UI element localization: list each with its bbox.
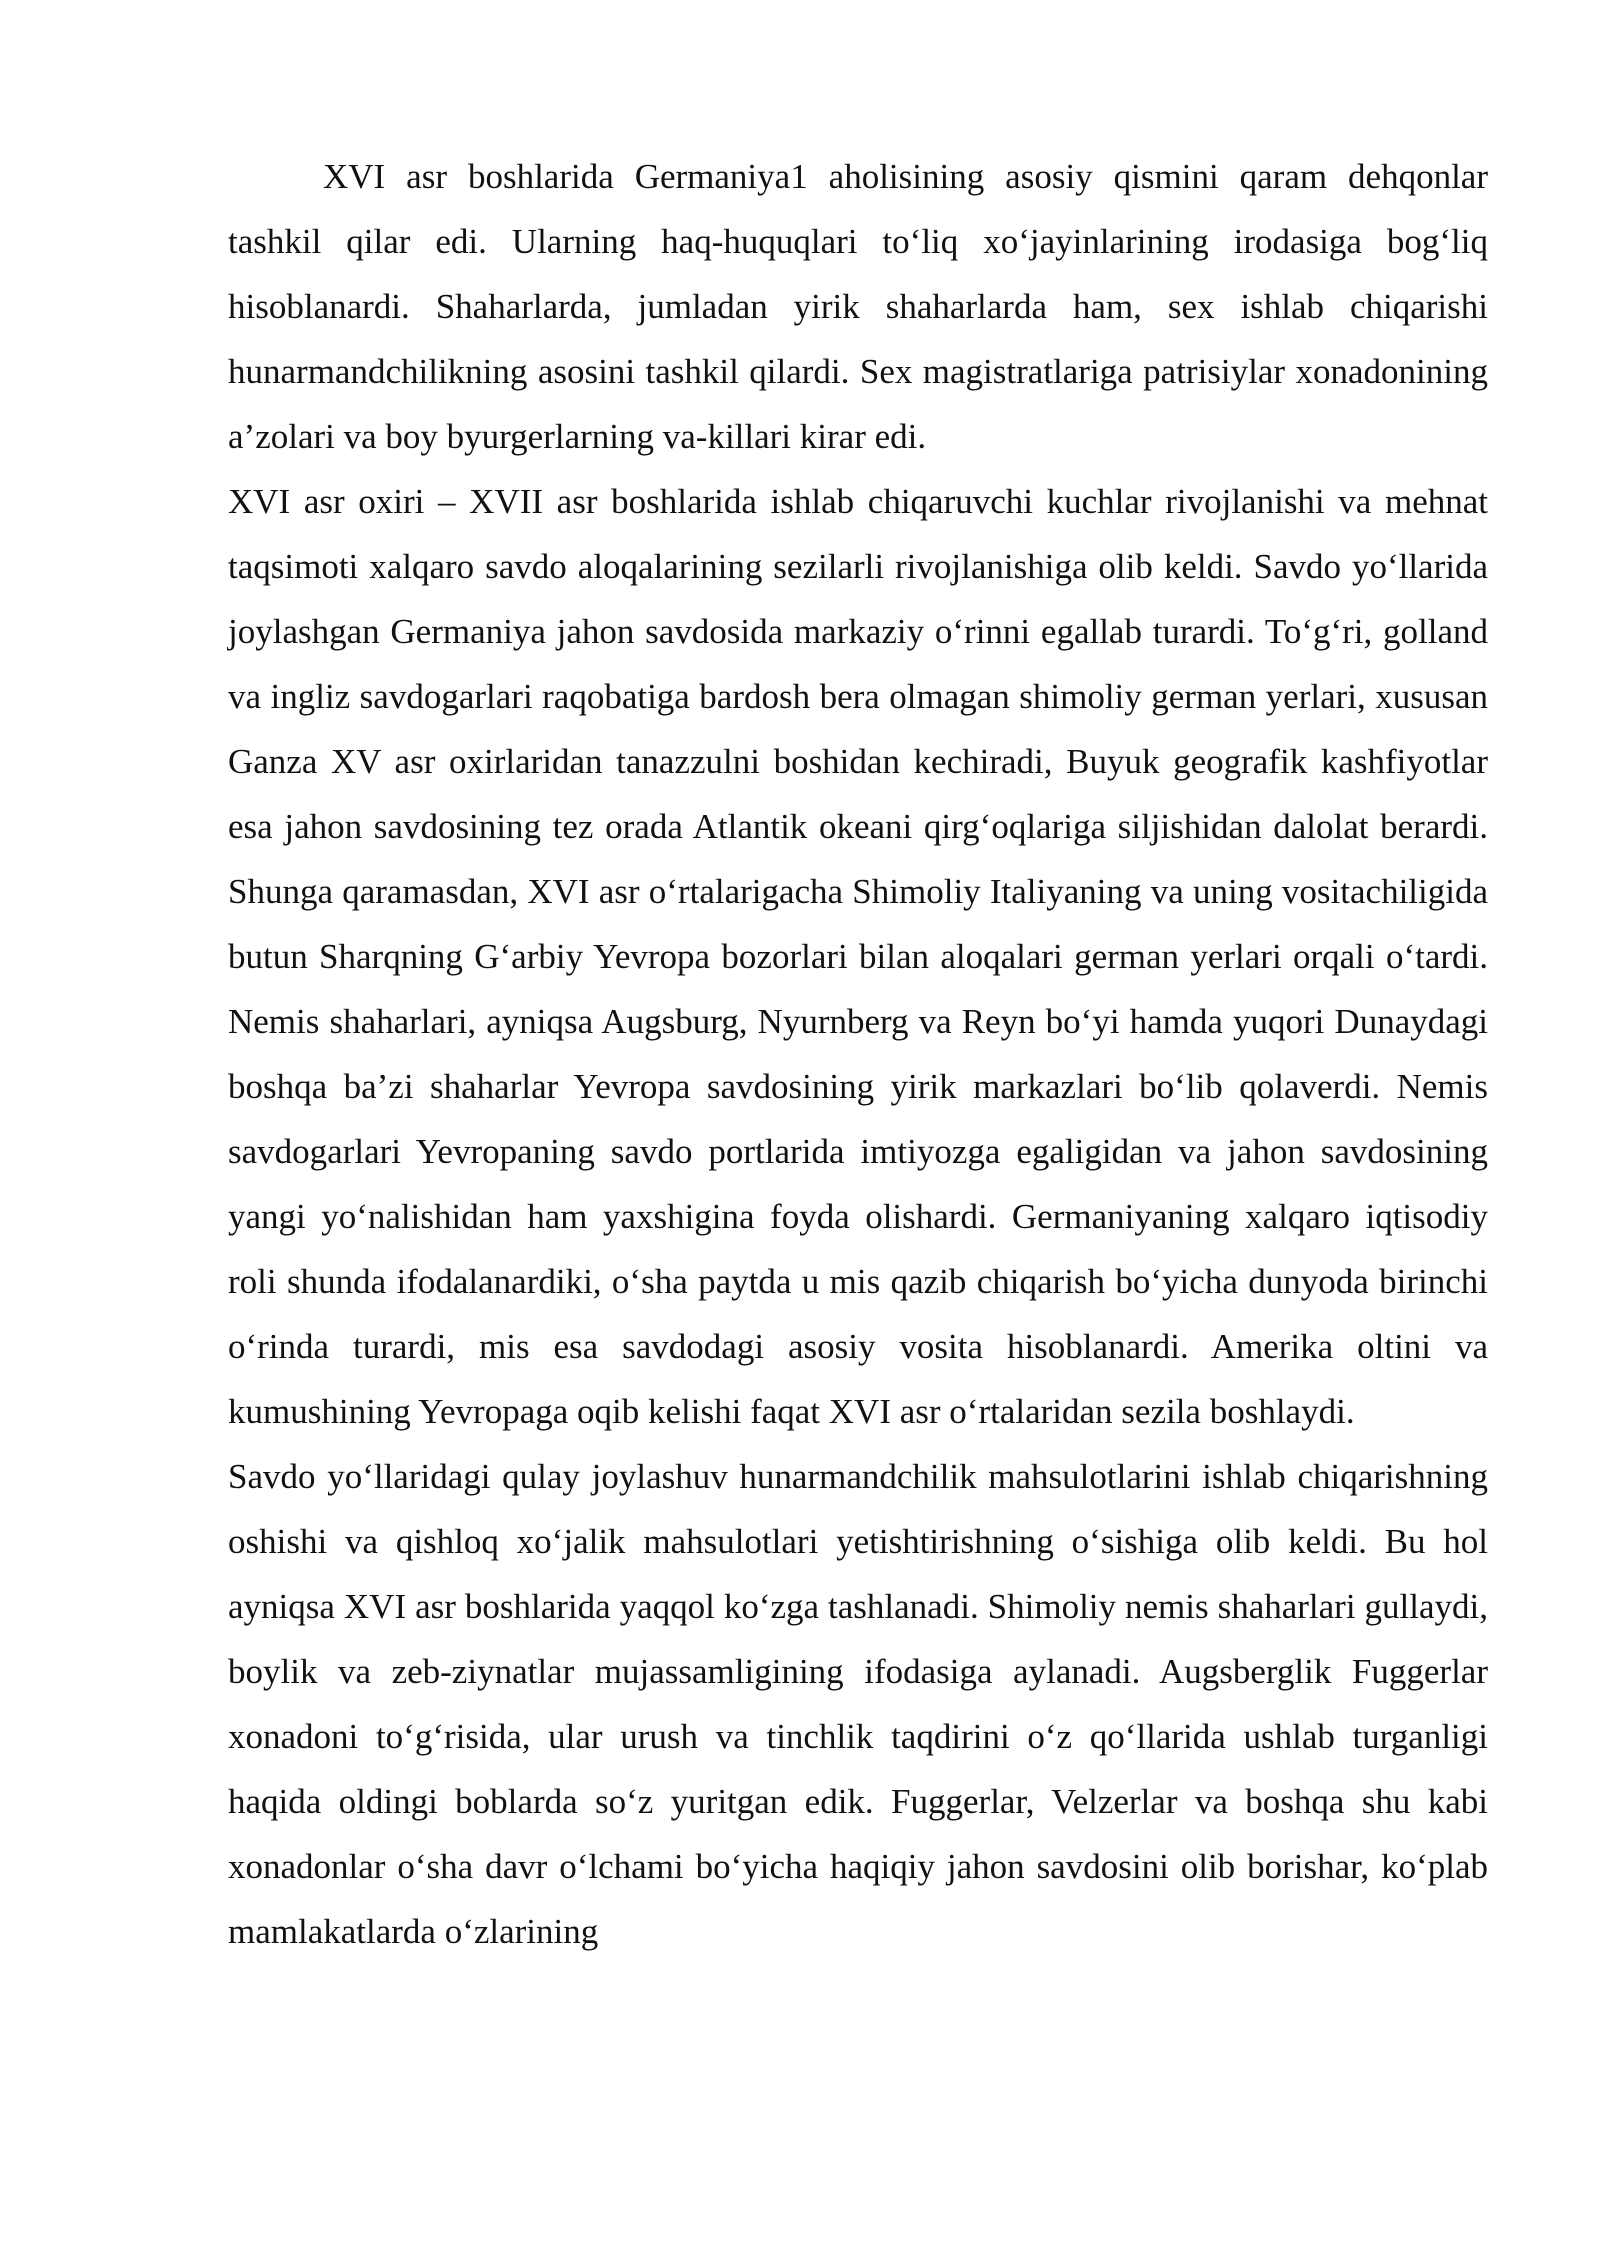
paragraph-2: XVI asr oxiri – XVII asr boshlarida ishlab chiqaruvchi kuchlar rivojlanishi va mehnat taqsimoti xalqaro savdo aloqalarining sezilarli rivojlanishiga olib keldi. Savdo yo‘llarida joylashgan Germaniya jahon savdosida markaziy o‘rinni egallab turardi. To‘g‘ri, golland va ingliz savdogarlari raqobatiga bardosh bera olmagan shimoliy german yerlari, xususan Ganza XV asr oxirlaridan tanazzulni boshidan kechiradi, Buyuk geografik kashfiyotlar esa jahon savdosining tez orada Atlantik okeani qirg‘oqlariga siljishidan dalolat berardi. Shunga qaramasdan, XVI asr o‘rtalarigacha Shimoliy Italiyaning va uning vositachiligida butun Sharqning G‘arbiy Yevropa bozorlari bilan aloqalari german yerlari orqali o‘tardi. Nemis shaharlari, ayniqsa Augsburg, Nyurnberg va Reyn bo‘yi hamda yuqori Dunaydagi boshqa ba’zi shaharlar Yevropa savdosining yirik markazlari bo‘lib qolaverdi. Nemis savdogarlari Yevropaning savdo portlarida imtiyozga egaligidan va jahon savdosining yangi yo‘nalishidan ham yaxshigina foyda olishardi. Germaniyaning xalqaro iqtisodiy roli shunda ifodalanardiki, o‘sha paytda u mis qazib chiqarish bo‘yicha dunyoda birinchi o‘rinda turardi, mis esa savdodagi asosiy vosita hisoblanardi. Amerika oltini va kumushining Yevropaga oqib kelishi faqat XVI asr o‘rtalaridan sezila boshlaydi. (228, 482, 1488, 1431)
paragraph-1: XVI asr boshlarida Germaniya1 aholisining asosiy qismini qaram dehqonlar tashkil qilar edi. Ularning haq-huquqlari to‘liq xo‘jayinlarining irodasiga bog‘liq hisoblanardi. Shaharlarda, jumladan yirik shaharlarda ham, sex ishlab chiqarishi hunarmandchilikning asosini tashkil qilardi. Sex magistratlariga patrisiylar xonadonining a’zolari va boy byurgerlarning va-killari kirar edi. (228, 157, 1488, 456)
paragraph-3: Savdo yo‘llaridagi qulay joylashuv hunarmandchilik mahsulotlarini ishlab chiqarishning oshishi va qishloq xo‘jalik mahsulotlari yetishtirishning o‘sishiga olib keldi. Bu hol ayniqsa XVI asr boshlarida yaqqol ko‘zga tashlanadi. Shimoliy nemis shaharlari gullaydi, boylik va zeb-ziynatlar mujassamligining ifodasiga aylanadi. Augsberglik Fuggerlar xonadoni to‘g‘risida, ular urush va tinchlik taqdirini o‘z qo‘llarida ushlab turganligi haqida oldingi boblarda so‘z yuritgan edik. Fuggerlar, Velzerlar va boshqa shu kabi xonadonlar o‘sha davr o‘lchami bo‘yicha haqiqiy jahon savdosini olib borishar, ko‘plab mamlakatlarda o‘zlarining (228, 1457, 1488, 1951)
document-page (228, 144, 1488, 1964)
